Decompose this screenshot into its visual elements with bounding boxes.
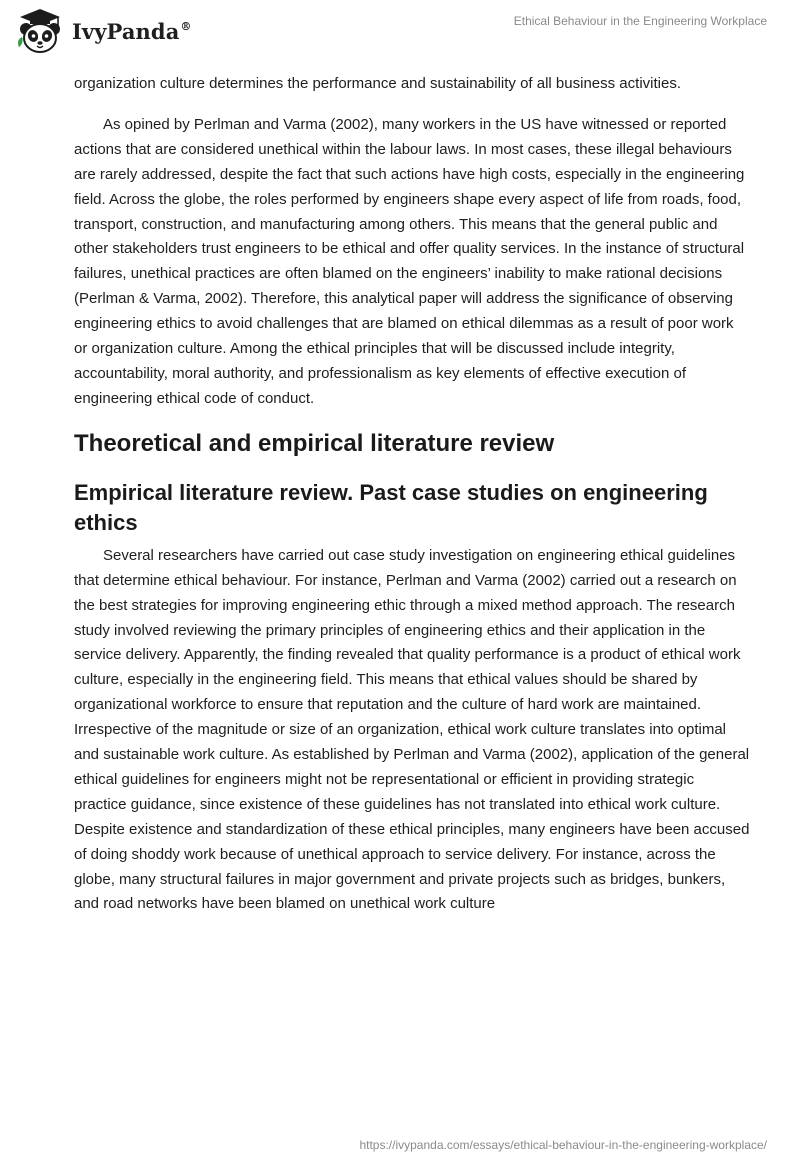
document-title: Ethical Behaviour in the Engineering Workplace [513,14,767,28]
registered-mark: ® [180,19,192,33]
brand-logo[interactable] [14,7,192,55]
panda-graduate-icon [14,7,66,55]
brand-name: IvyPanda® [72,18,192,44]
section-heading-literature-review: Theoretical and empirical literature review [74,429,555,457]
essay-content [74,72,750,917]
paragraph-case-studies: Several researchers have carried out case study investigation on engineering ethical guidelines that determine ethical behaviour. For instance, Perlman and Varma (2002) carried out a research on the best strategies for improving engineering ethic through a mixed method approach. The research study involved reviewing the primary principles of engineering ethics and their application in the service delivery. Apparently, the finding revealed that quality performance is a product of ethical work culture, especially in the engineering field. This means that ethical values should be shared by organizational workforce to ensure that reputation and the culture of hard work are maintained. Irrespective of the magnitude or size of an organization, ethical work culture translates into optimal and sustainable work culture. As established by Perlman and Varma (2002), application of the general ethical guidelines for engineers might not be representational or efficient in providing strategic practice guidance, since existence of these guidelines has not translated into ethical work culture. Despite existence and standardization of these ethical principles, many engineers have been accused of doing shoddy work because of unethical approach to service delivery. For instance, across the globe, many structural failures in major government and private projects such as bridges, bunkers, and road networks have been blamed on unethical work culture [74,546,750,913]
source-url[interactable]: https://ivypanda.com/essays/ethical-behaviour-in-the-engineering-workplace/ [359,1138,767,1152]
paragraph-continued: organization culture determines the performance and sustainability of all business activities. [74,75,681,92]
paragraph-perlman-varma: As opined by Perlman and Varma (2002), many workers in the US have witnessed or reported actions that are considered unethical within the labour laws. In most cases, these illegal behaviours are rarely addressed, despite the fact that such actions have high costs, especially in the engineering field. Across the globe, the roles performed by engineers shape every aspect of life from roads, food, transport, construction, and manufacturing among others. This means that the general public and other stakeholders trust engineers to be ethical and offer quality services. In the instance of structural failures, unethical practices are often blamed on the engineers’ inability to make rational decisions (Perlman & Varma, 2002). Therefore, this analytical paper will address the significance of observing engineering ethics to avoid challenges that are blamed on ethical dilemmas as a result of poor work or organization culture. Among the ethical principles that will be discussed include integrity, accountability, moral authority, and professionalism as key elements of effective execution of engineering ethical code of conduct. [74,115,745,407]
page-header [0,0,800,62]
subsection-heading-empirical-review: Empirical literature review. Past case studies on engineering ethics [74,479,708,535]
